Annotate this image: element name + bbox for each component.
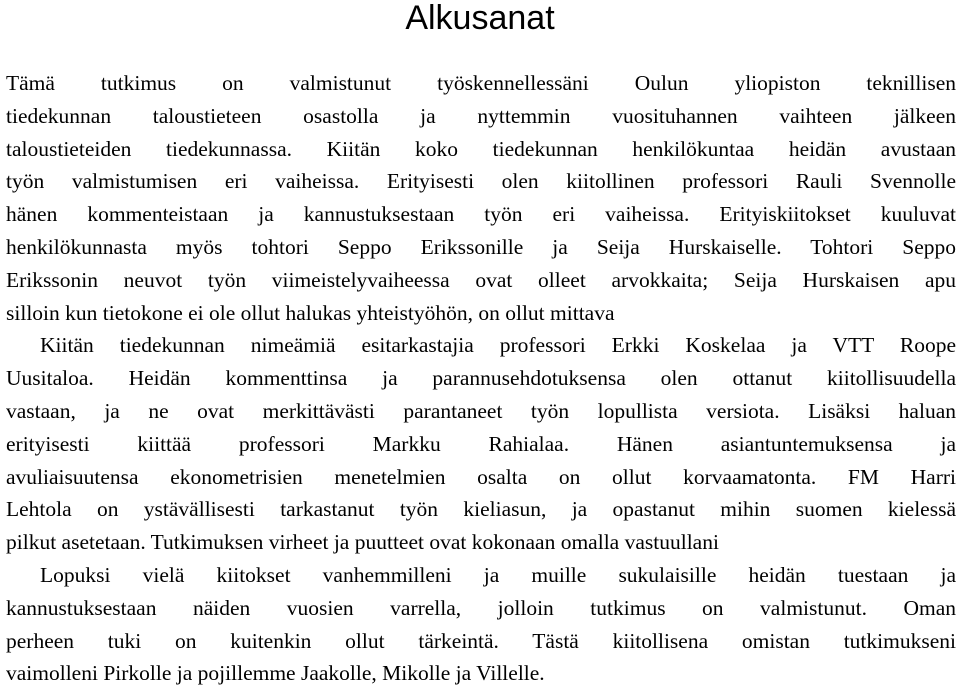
- text-line: Erikssonin neuvot työn viimeistelyvaiheessa ovat olleet arvokkaita; Seija Hurskaisen apu: [6, 267, 956, 292]
- text-line: pilkut asetetaan. Tutkimuksen virheet ja puutteet ovat kokonaan omalla vastuullani: [6, 530, 719, 555]
- text-line: kannustuksestaan näiden vuosien varrella, jolloin tutkimus on valmistunut. Oman: [6, 595, 956, 620]
- text-line: Lopuksi vielä kiitokset vanhemmilleni ja muille sukulaisille heidän tuestaan ja: [40, 562, 956, 587]
- page-title: Alkusanat: [405, 0, 555, 37]
- text-line: Tämä tutkimus on valmistunut työskennellessäni Oulun yliopiston teknillisen: [6, 71, 956, 95]
- preface-body: [6, 67, 956, 690]
- text-line: vaimolleni Pirkolle ja pojillemme Jaakolle, Mikolle ja Villelle.: [6, 661, 545, 686]
- text-line: perheen tuki on kuitenkin ollut tärkeintä. Tästä kiitollisena omistan tutkimukseni: [6, 628, 956, 653]
- text-line: henkilökunnasta myös tohtori Seppo Erikssonille ja Seija Hurskaiselle. Tohtori Seppo: [6, 234, 956, 259]
- text-line: avuliaisuutensa ekonometrisien menetelmien osalta on ollut korvaamatonta. FM Harri: [6, 464, 956, 489]
- text-line: tiedekunnan taloustieteen osastolla ja nyttemmin vuosituhannen vaihteen jälkeen: [6, 103, 956, 128]
- text-line: vastaan, ja ne ovat merkittävästi parantaneet työn lopullista versiota. Lisäksi haluan: [6, 398, 956, 423]
- text-line: Uusitaloa. Heidän kommenttinsa ja parannusehdotuksensa olen ottanut kiitollisuudella: [6, 366, 956, 391]
- text-line: hänen kommenteistaan ja kannustuksestaan työn eri vaiheissa. Erityiskiitokset kuuluvat: [6, 202, 956, 227]
- text-line: taloustieteiden tiedekunnassa. Kiitän koko tiedekunnan henkilökuntaa heidän avustaan: [6, 136, 956, 161]
- text-line: työn valmistumisen eri vaiheissa. Erityisesti olen kiitollinen professori Rauli Svennolle: [6, 169, 956, 194]
- text-line: erityisesti kiittää professori Markku Rahialaa. Hänen asiantuntemuksensa ja: [6, 431, 956, 456]
- text-line: silloin kun tietokone ei ole ollut halukas yhteistyöhön, on ollut mittava: [6, 300, 615, 325]
- text-line: Kiitän tiedekunnan nimeämiä esitarkastajia professori Erkki Koskelaa ja VTT Roope: [40, 333, 956, 358]
- text-line: Lehtola on ystävällisesti tarkastanut työn kieliasun, ja opastanut mihin suomen kielessä: [6, 497, 956, 522]
